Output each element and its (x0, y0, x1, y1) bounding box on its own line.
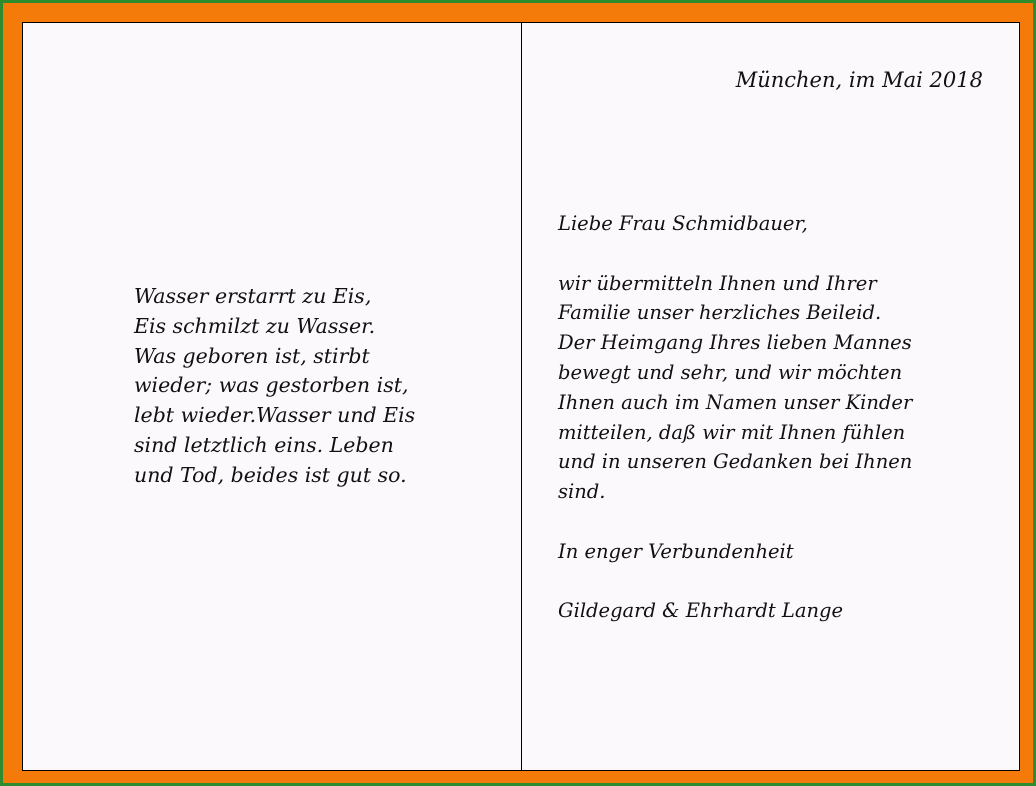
poem-line: Wasser erstarrt zu Eis, (134, 284, 372, 308)
letter-body-line: wir übermitteln Ihnen und Ihrer (558, 271, 877, 295)
condolence-card (22, 22, 1020, 771)
date-line: München, im Mai 2018 (735, 68, 983, 92)
letter-body-line: bewegt und sehr, und wir möchten (558, 360, 903, 384)
signature-line: Gildegard & Ehrhardt Lange (558, 599, 844, 623)
letter-block (558, 209, 998, 626)
paragraph-gap (558, 239, 998, 269)
salutation: Liebe Frau Schmidbauer, (558, 212, 808, 235)
poem-line: sind letztlich eins. Leben (134, 432, 394, 457)
poem-line: Was geboren ist, stirbt (134, 343, 370, 368)
letter-body-line: sind. (558, 480, 606, 504)
letter-body-line: und in unseren Gedanken bei Ihnen (558, 450, 913, 474)
letter-body-line: Familie unser herzliches Beileid. (558, 301, 882, 325)
card-fold-line (521, 23, 522, 770)
poem-line: und Tod, beides ist gut so. (134, 462, 407, 487)
poem-line: lebt wieder.Wasser und Eis (134, 403, 416, 428)
letter-body-line: Ihnen auch im Namen unser Kinder (558, 390, 913, 414)
poem-line: wieder; was gestorben ist, (134, 373, 409, 398)
poem-line: Eis schmilzt zu Wasser. (134, 313, 376, 338)
closing-line: In enger Verbundenheit (558, 539, 794, 563)
letter-body-line: mitteilen, daß wir mit Ihnen fühlen (558, 420, 906, 444)
paragraph-gap (558, 507, 998, 537)
poem-block (134, 282, 504, 491)
paragraph-gap (558, 567, 998, 597)
letter-body-line: Der Heimgang Ihres lieben Mannes (558, 331, 912, 355)
